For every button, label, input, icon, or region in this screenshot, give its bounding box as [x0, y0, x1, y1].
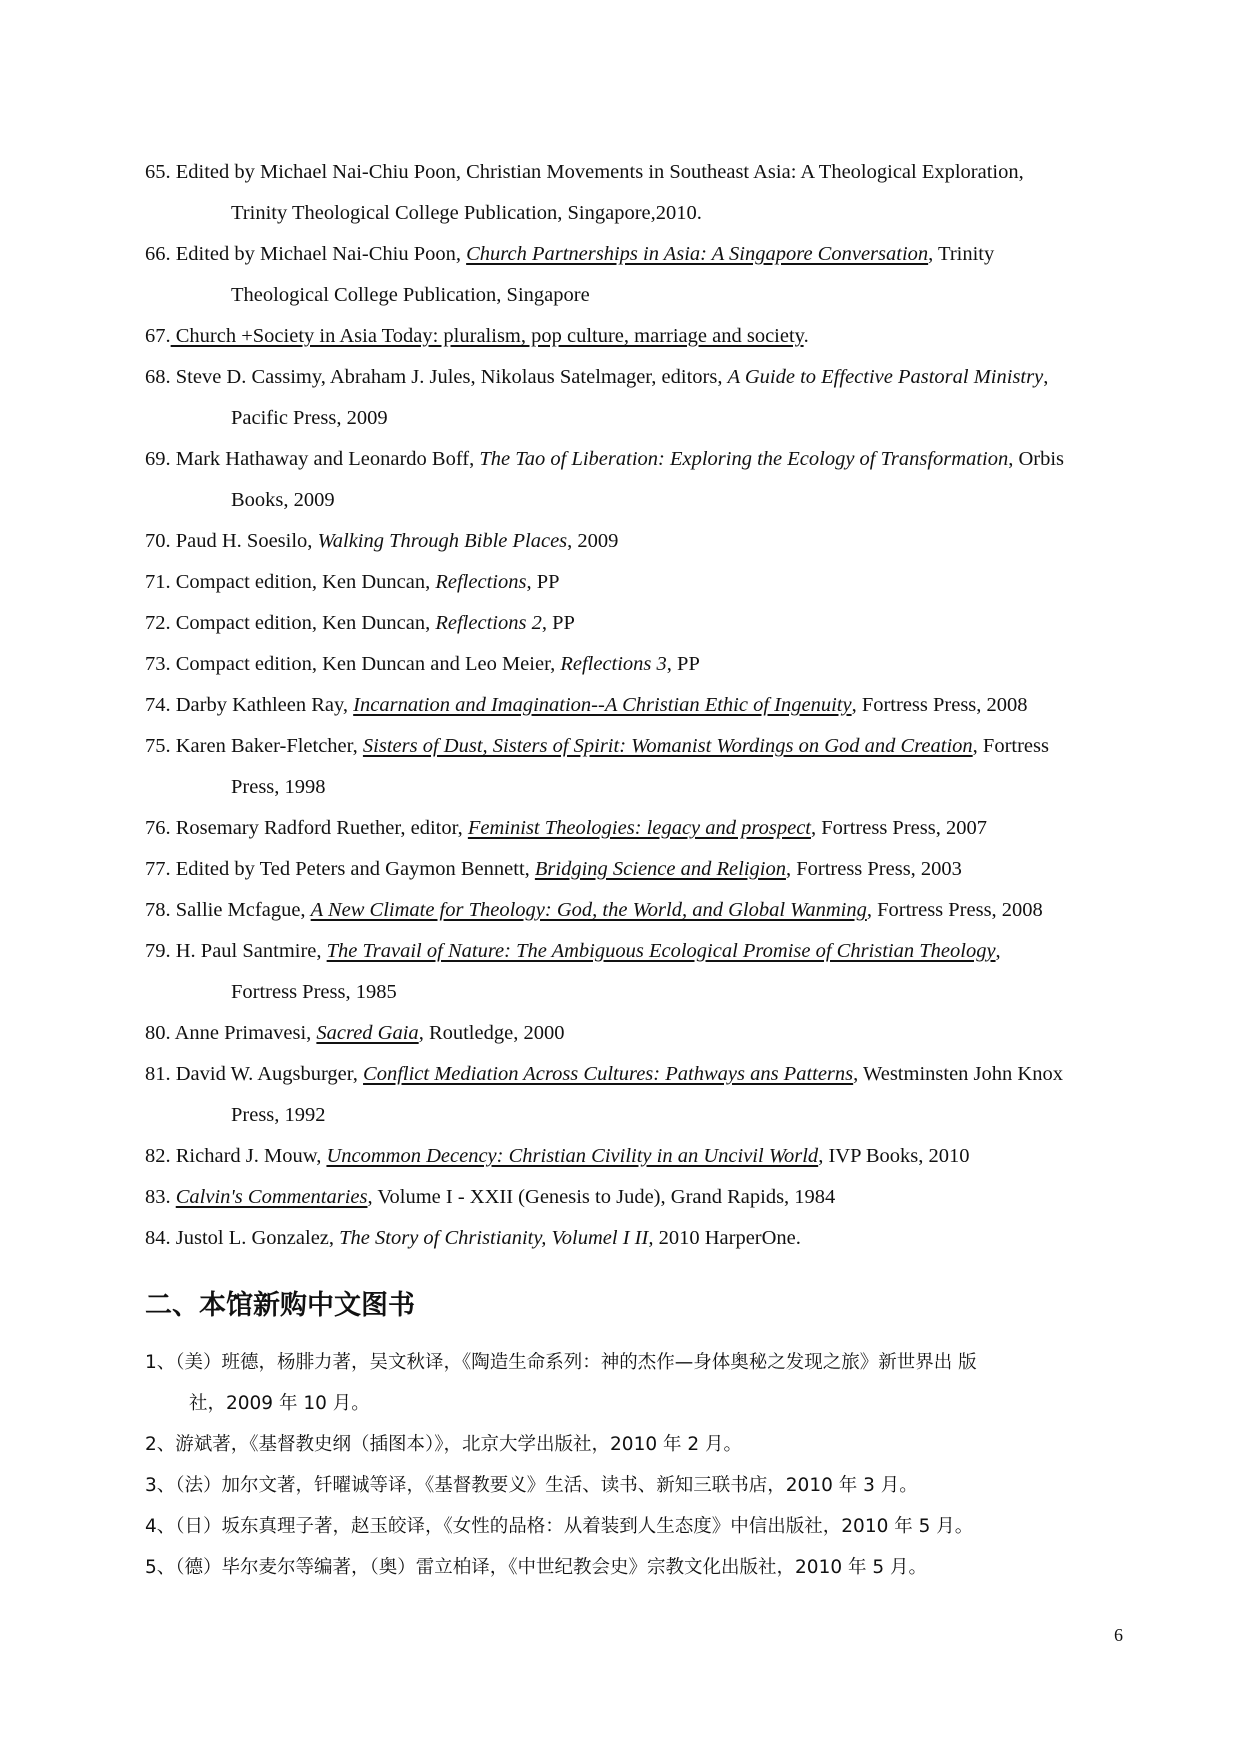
- bibliography-entry: [145, 357, 1130, 439]
- entry-text-segment: , Orbis: [1008, 448, 1065, 470]
- english-book-list: [145, 152, 1130, 1259]
- bibliography-entry: [145, 644, 1130, 685]
- chinese-entry-continuation: 社，2009 年 10 月。: [189, 1393, 370, 1414]
- entry-text-segment: , Trinity: [928, 243, 995, 265]
- bibliography-entry: [145, 1136, 1130, 1177]
- entry-number: 70.: [145, 530, 171, 552]
- entry-continuation: [145, 972, 1130, 1013]
- entry-number: 78.: [145, 899, 171, 921]
- bibliography-entry: [145, 562, 1130, 603]
- entry-text-segment: Theological College Publication, Singapore: [231, 284, 590, 306]
- entry-text-segment: The Travail of Nature: The Ambiguous Ecological Promise of Christian Theology: [326, 940, 996, 962]
- entry-continuation: [145, 767, 1130, 808]
- entry-text-segment: , PP: [526, 571, 560, 593]
- entry-number: 79.: [145, 940, 171, 962]
- entry-text-segment: , PP: [541, 612, 575, 634]
- bibliography-entry: [145, 234, 1130, 316]
- entry-text-segment: The Tao of Liberation: Exploring the Ecology of Transformation: [479, 448, 1009, 470]
- entry-text-segment: , Volume I - XXII (Genesis to Jude), Grand Rapids, 1984: [367, 1186, 836, 1208]
- entry-number: 81.: [145, 1063, 171, 1085]
- entry-text-segment: Feminist Theologies: legacy and prospect: [467, 817, 811, 839]
- entry-text-segment: ,: [1043, 366, 1049, 388]
- entry-text-segment: Justol L. Gonzalez,: [170, 1227, 340, 1249]
- chinese-book-entry: [145, 1506, 1130, 1547]
- entry-number: 65.: [145, 161, 171, 183]
- bibliography-entry: [145, 521, 1130, 562]
- entry-text-segment: H. Paul Santmire,: [170, 940, 327, 962]
- entry-text-segment: , Westminsten John Knox: [853, 1063, 1063, 1085]
- entry-text-segment: ,: [995, 940, 1001, 962]
- page-number: 6: [1114, 1625, 1123, 1645]
- entry-text-segment: Uncommon Decency: Christian Civility in an Uncivil World: [326, 1145, 819, 1167]
- entry-text-segment: Edited by Ted Peters and Gaymon Bennett,: [170, 858, 535, 880]
- entry-number: 73.: [145, 653, 171, 675]
- section-heading: 二、本馆新购中文图书: [145, 1290, 415, 1321]
- bibliography-entry: [145, 726, 1130, 808]
- entry-number: 75.: [145, 735, 171, 757]
- entry-number: 67.: [145, 325, 171, 347]
- entry-number: 72.: [145, 612, 171, 634]
- entry-text-segment: , Fortress: [972, 735, 1049, 757]
- chinese-book-entry: [145, 1547, 1130, 1588]
- entry-number: 71.: [145, 571, 171, 593]
- bibliography-entry: [145, 890, 1130, 931]
- entry-text-segment: Anne Primavesi,: [170, 1022, 317, 1044]
- entry-text-segment: The Story of Christianity, Volumel I II,: [339, 1227, 654, 1249]
- entry-text-segment: Church Partnerships in Asia: A Singapore Conversation: [466, 243, 929, 265]
- entry-text-segment: Sacred Gaia: [316, 1022, 419, 1044]
- entry-text-segment: Press, 1998: [231, 776, 326, 798]
- entry-text-segment: Fortress Press, 1985: [231, 981, 397, 1003]
- entry-continuation: [145, 193, 1130, 234]
- entry-text-segment: , Routledge, 2000: [418, 1022, 565, 1044]
- entry-text-segment: Calvin's Commentaries: [175, 1186, 368, 1208]
- entry-text-segment: Compact edition, Ken Duncan and Leo Meier,: [170, 653, 561, 675]
- entry-text-segment: Books, 2009: [231, 489, 335, 511]
- entry-text-segment: , Fortress Press, 2007: [811, 817, 987, 839]
- bibliography-entry: [145, 439, 1130, 521]
- entry-text-segment: Rosemary Radford Ruether, editor,: [170, 817, 468, 839]
- entry-text-segment: Trinity Theological College Publication, Singapore,2010.: [231, 202, 702, 224]
- entry-text-segment: Paud H. Soesilo,: [170, 530, 318, 552]
- entry-number: 76.: [145, 817, 171, 839]
- entry-text-segment: Edited by Michael Nai-Chiu Poon,: [170, 243, 467, 265]
- chinese-book-entry: [145, 1342, 1130, 1424]
- entry-text-segment: A Guide to Effective Pastoral Ministry: [727, 366, 1044, 388]
- bibliography-entry: [145, 849, 1130, 890]
- entry-number: 77.: [145, 858, 171, 880]
- entry-text-segment: A New Climate for Theology: God, the World, and Global Wanming: [310, 899, 867, 921]
- entry-text-segment: Reflections 2: [435, 612, 542, 634]
- entry-text-segment: Darby Kathleen Ray,: [170, 694, 354, 716]
- bibliography-entry: [145, 152, 1130, 234]
- chinese-entry-text: 5、（德）毕尔麦尔等编著，（奥）雷立柏译，《中世纪教会史》宗教文化出版社，2010 年 5 月。: [145, 1557, 928, 1578]
- entry-text-segment: 2010 HarperOne.: [653, 1227, 801, 1249]
- entry-text-segment: Reflections 3: [560, 653, 667, 675]
- entry-number: 83.: [145, 1186, 171, 1208]
- entry-number: 84.: [145, 1227, 171, 1249]
- entry-text-segment: Bridging Science and Religion: [534, 858, 786, 880]
- entry-text-segment: Sallie Mcfague,: [170, 899, 311, 921]
- entry-text-segment: , 2009: [567, 530, 619, 552]
- entry-number: 66.: [145, 243, 171, 265]
- chinese-entry-text: 2、游斌著，《基督教史纲（插图本）》，北京大学出版社，2010 年 2 月。: [145, 1434, 743, 1455]
- entry-text-segment: Mark Hathaway and Leonardo Boff,: [170, 448, 480, 470]
- bibliography-entry: [145, 1054, 1130, 1136]
- entry-text-segment: Incarnation and Imagination--A Christian Ethic of Ingenuity: [353, 694, 852, 716]
- bibliography-entry: [145, 1218, 1130, 1259]
- entry-text-segment: , PP: [666, 653, 700, 675]
- entry-text-segment: Pacific Press, 2009: [231, 407, 388, 429]
- bibliography-entry: [145, 1177, 1130, 1218]
- entry-text-segment: Walking Through Bible Places: [317, 530, 568, 552]
- entry-number: 80.: [145, 1022, 171, 1044]
- entry-number: 68.: [145, 366, 171, 388]
- entry-text-segment: .: [803, 325, 809, 347]
- entry-text-segment: David W. Augsburger,: [170, 1063, 364, 1085]
- entry-text-segment: Conflict Mediation Across Cultures: Pathways ans Patterns: [363, 1063, 854, 1085]
- bibliography-entry: [145, 603, 1130, 644]
- entry-text-segment: Steve D. Cassimy, Abraham J. Jules, Nikolaus Satelmager, editors,: [170, 366, 728, 388]
- entry-text-segment: , Fortress Press, 2003: [785, 858, 962, 880]
- entry-continuation: [145, 275, 1130, 316]
- entry-text-segment: , Fortress Press, 2008: [866, 899, 1043, 921]
- entry-continuation: [145, 480, 1130, 521]
- chinese-entry-text: 4、（日）坂东真理子著，赵玉皎译，《女性的品格：从着装到人生态度》中信出版社，2010 年 5 月。: [145, 1516, 974, 1537]
- entry-text-segment: , Fortress Press, 2008: [851, 694, 1028, 716]
- entry-text-segment: , IVP Books, 2010: [818, 1145, 970, 1167]
- entry-number: 69.: [145, 448, 171, 470]
- entry-text-segment: Press, 1992: [231, 1104, 326, 1126]
- bibliography-entry: [145, 685, 1130, 726]
- bibliography-entry: [145, 316, 1130, 357]
- chinese-entry-text: 3、（法）加尔文著，钎曜诚等译，《基督教要义》生活、读书、新知三联书店，2010 年 3 月。: [145, 1475, 918, 1496]
- bibliography-entry: [145, 931, 1130, 1013]
- entry-continuation: [145, 398, 1130, 439]
- chinese-book-entry: [145, 1465, 1130, 1506]
- entry-text-segment: Compact edition, Ken Duncan,: [170, 571, 436, 593]
- entry-text-segment: Compact edition, Ken Duncan,: [170, 612, 436, 634]
- chinese-book-entry: [145, 1424, 1130, 1465]
- entry-number: 74.: [145, 694, 171, 716]
- chinese-book-list: [145, 1342, 1130, 1588]
- entry-number: 82.: [145, 1145, 171, 1167]
- bibliography-entry: [145, 808, 1130, 849]
- entry-continuation: [145, 1095, 1130, 1136]
- bibliography-entry: [145, 1013, 1130, 1054]
- entry-text-segment: Church +Society in Asia Today: pluralism, pop culture, marriage and society: [170, 325, 804, 347]
- entry-text-segment: Richard J. Mouw,: [170, 1145, 327, 1167]
- chinese-entry-text: 1、（美）班德，杨腓力著，吴文秋译，《陶造生命系列：神的杰作—身体奥秘之发现之旅》新世界出 版: [145, 1352, 977, 1373]
- entry-text-segment: Reflections: [435, 571, 527, 593]
- entry-text-segment: Sisters of Dust, Sisters of Spirit: Womanist Wordings on God and Creation: [362, 735, 973, 757]
- entry-text-segment: Edited by Michael Nai-Chiu Poon, Christian Movements in Southeast Asia: A Theological Exploration,: [170, 161, 1024, 183]
- entry-text-segment: Karen Baker-Fletcher,: [170, 735, 363, 757]
